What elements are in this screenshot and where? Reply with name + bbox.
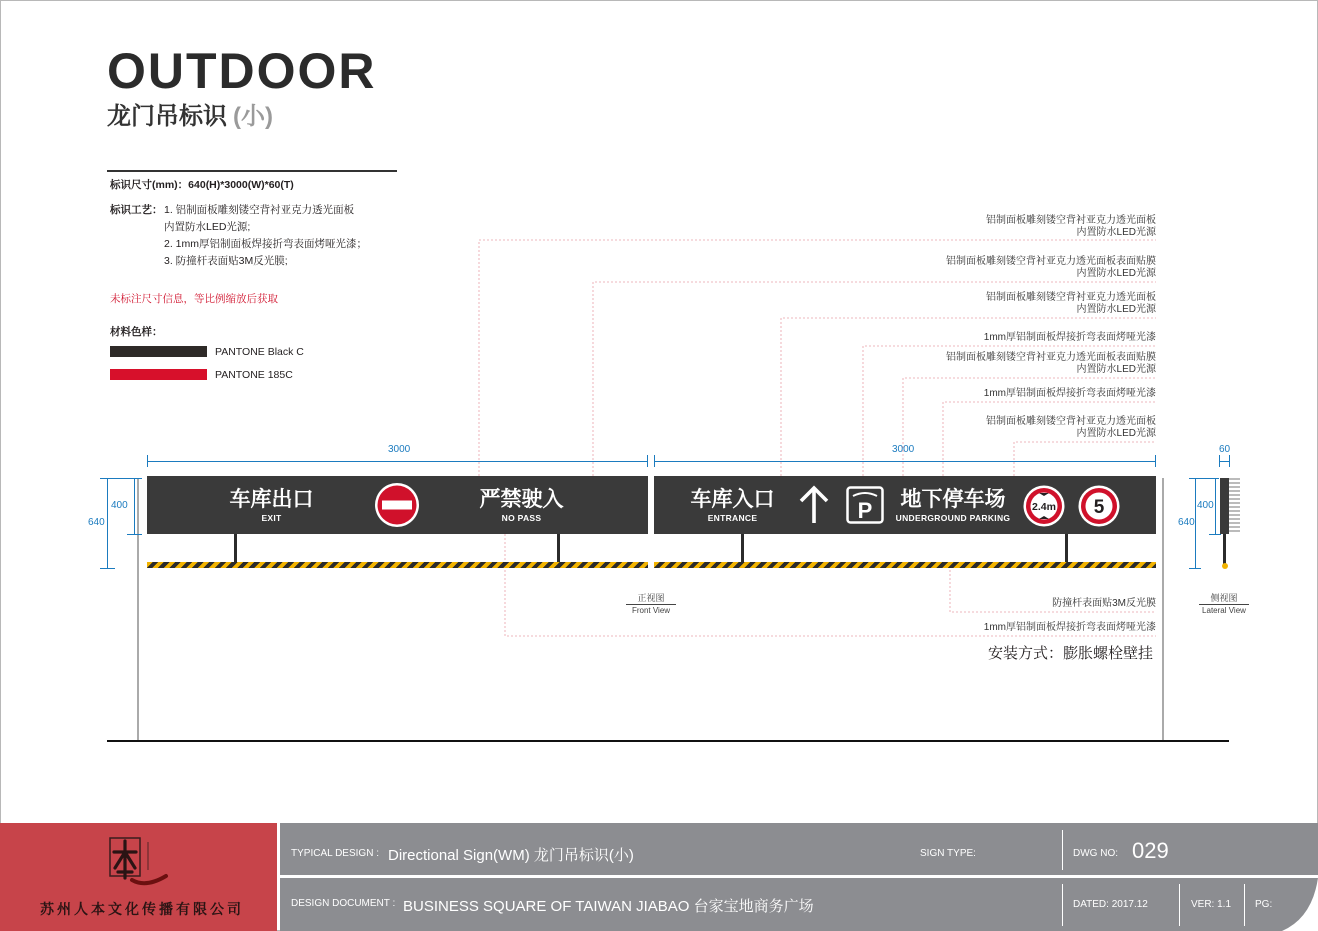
design-document-label: DESIGN DOCUMENT : [291,898,396,909]
footer-separator [1244,884,1245,926]
callout-label: 防撞杆表面贴3M反光膜 [1052,598,1156,609]
design-document-value: BUSINESS SQUARE OF TAIWAN JIABAO 台家宝地商务广场 [403,898,814,915]
lateral-view-caption [1199,593,1249,616]
dimension-tick [1189,568,1201,569]
dimension-tick [147,455,148,467]
support-post [741,534,744,562]
lateral-wall-hatch [1229,478,1240,534]
dimension-tick [1155,455,1156,467]
dimension-tick [100,568,115,569]
callout-label: 1mm厚铝制面板焊接折弯表面烤哑光漆 [983,332,1156,343]
width-dimension-line [147,461,648,462]
dimension-tick [127,534,142,535]
entrance-label-cn: 车库入口 [690,488,775,511]
support-post [1065,534,1068,562]
nopass-label-en: NO PASS [501,513,542,523]
dimension-tick [1229,455,1230,467]
nopass-label-cn: 严禁驶入 [479,488,564,511]
footer-corner-curve [1268,878,1318,931]
exit-label-en: EXIT [261,513,282,523]
exit-label-cn: 车库出口 [229,488,314,511]
dimension-tick [1209,534,1221,535]
speed-limit-icon [1078,485,1120,527]
callout-label: 1mm厚铝制面板焊接折弯表面烤哑光漆 [983,388,1156,399]
subtitle-main: 龙门吊标识 [107,103,227,130]
page-number-label: PG: [1255,899,1273,910]
width-dimension-line [654,461,1156,462]
parking-letter: P [857,498,873,523]
parking-label-en: UNDERGROUND PARKING [895,513,1011,523]
install-method: 安装方式：膨胀螺栓壁挂 [988,645,1154,662]
lateral-total-height: 640 [1178,517,1195,528]
material-label: 材料色样： [110,326,163,338]
size-value: 640(H)*3000(W)*60(T) [188,179,294,191]
callout-label: 铝制面板雕刻镂空背衬亚克力透光面板 内置防水LED光源 [986,416,1156,439]
swatch-black-label: PANTONE Black C [215,346,304,358]
dimension-tick [1189,478,1219,479]
anti-collision-bar [147,562,648,568]
parking-label-cn: 地下停车场 [900,488,1006,511]
footer-separator [1179,884,1180,926]
width-dimension-left: 3000 [388,444,411,455]
craft-line: 1. 铝制面板雕刻镂空背衬亚克力透光面板 [164,204,355,216]
size-label: 标识尺寸(mm)： [110,179,189,191]
dimension-tick [654,455,655,467]
dwg-no-value: 029 [1132,838,1169,863]
swatch-red-label: PANTONE 185C [215,369,293,381]
craft-line: 3. 防撞杆表面贴3M反光膜; [164,255,288,267]
lateral-panel-height: 400 [1197,500,1214,511]
callout-label: 铝制面板雕刻镂空背衬亚克力透光面板 内置防水LED光源 [986,292,1156,315]
height-dimension-line [1195,478,1196,568]
company-name: 苏州人本文化传播有限公司 [40,902,244,918]
scale-note: 未标注尺寸信息，等比例缩放后获取 [110,293,278,305]
subtitle-size: (小) [233,103,273,130]
callout-label: 铝制面板雕刻镂空背衬亚克力透光面板 内置防水LED光源 [986,215,1156,238]
typical-design-value: Directional Sign(WM) 龙门吊标识(小) [388,847,634,864]
no-entry-icon [374,482,420,528]
dimension-tick [100,478,142,479]
width-dimension-right: 3000 [892,444,915,455]
dwg-no-label: DWG NO: [1073,848,1118,859]
dated: DATED: 2017.12 [1073,899,1148,910]
front-view-caption [626,593,676,616]
height-limit-value: 2.4m [1032,501,1056,513]
craft-label: 标识工艺： [110,204,163,216]
dimension-tick [1219,455,1220,467]
lateral-view-en: Lateral View [1202,606,1246,615]
height-limit-icon [1023,485,1065,527]
sign-type-label: SIGN TYPE: [920,848,976,859]
footer-divider [280,875,1318,878]
dimension-tick [647,455,648,467]
company-seal-icon [104,836,172,896]
footer-separator [1062,830,1063,870]
callout-label: 铝制面板雕刻镂空背衬亚克力透光面板表面贴膜 内置防水LED光源 [946,256,1156,279]
lateral-panel [1220,478,1229,534]
craft-line: 内置防水LED光源; [164,221,251,233]
parking-icon [846,486,884,524]
lateral-view-cn: 侧视图 [1199,593,1249,605]
typical-design-label: TYPICAL DESIGN : [291,848,379,859]
entrance-label-en: ENTRANCE [707,513,758,523]
height-dimension-line [134,478,135,534]
version: VER: 1.1 [1191,899,1232,910]
callout-label: 1mm厚铝制面板焊接折弯表面烤哑光漆 [983,622,1156,633]
lateral-bar-end [1222,563,1228,569]
support-post [234,534,237,562]
height-dimension-line [1215,478,1216,534]
total-height-dimension: 640 [88,517,105,528]
depth-dimension: 60 [1219,444,1231,455]
front-view-en: Front View [631,606,671,615]
arrow-up-icon [797,485,831,525]
page-title: OUTDOOR [107,43,377,99]
front-view-cn: 正视图 [626,593,676,605]
anti-collision-bar [654,562,1156,568]
callout-label: 铝制面板雕刻镂空背衬亚克力透光面板表面贴膜 内置防水LED光源 [946,352,1156,375]
speed-limit-value: 5 [1093,497,1105,518]
craft-line: 2. 1mm厚铝制面板焊接折弯表面烤哑光漆； [164,238,368,250]
height-dimension-line [107,478,108,568]
panel-height-dimension: 400 [111,500,128,511]
lateral-post [1223,534,1226,564]
footer-separator [1062,884,1063,926]
support-post [557,534,560,562]
